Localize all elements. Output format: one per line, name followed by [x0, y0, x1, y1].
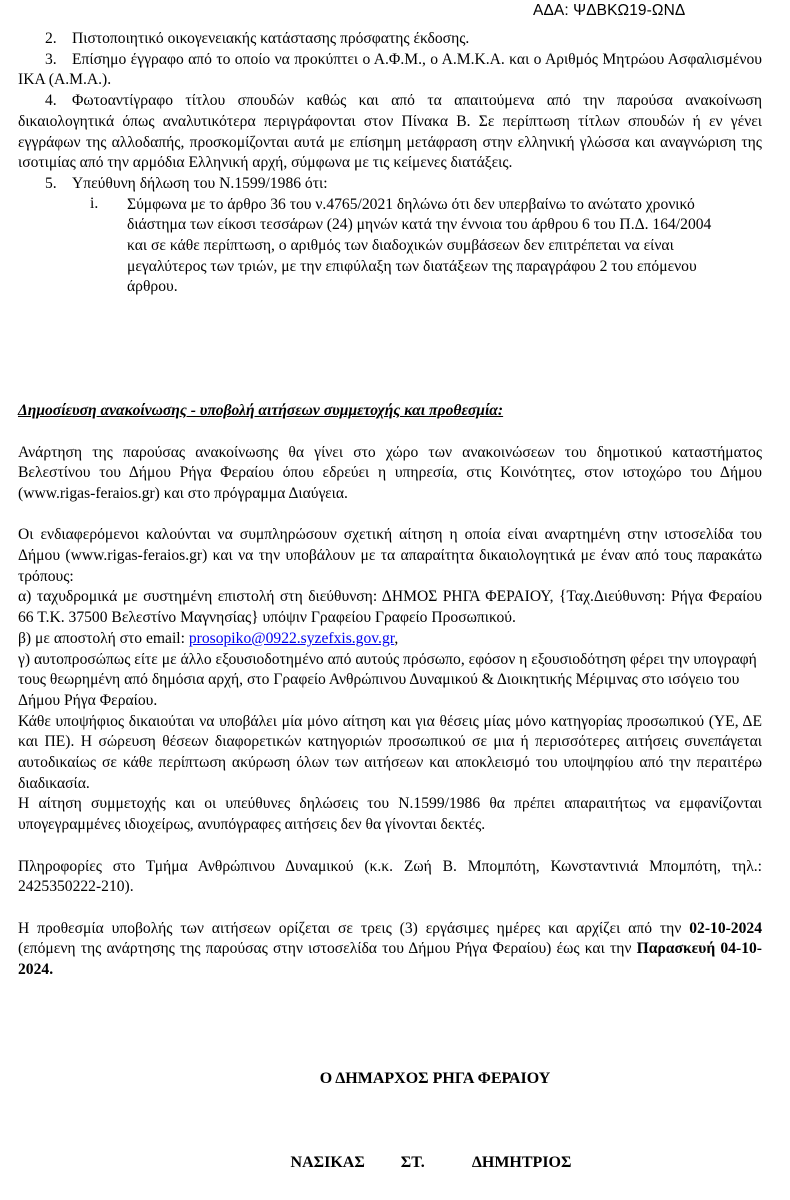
section-heading: Δημοσίευση ανακοίνωσης - υποβολή αιτήσεων συμμετοχής και προθεσμία:: [18, 402, 504, 420]
deadline-text-1: Η προθεσμία υποβολής των αιτήσεων ορίζεται σε τρεις (3) εργάσιμες ημέρες και αρχίζει από την: [18, 919, 690, 937]
method-a-postal: α) ταχυδρομικά με συστημένη επιστολή στη διεύθυνση: ΔΗΜΟΣ ΡΗΓΑ ΦΕΡΑΙΟΥ, {Ταχ.Διεύθυνση: Ρήγα Φεραίου 66 Τ.Κ. 37500 Βελεστίνο Μαγνησίας} υπόψιν Γραφείου Γραφείο Προσωπικού.: [18, 588, 762, 627]
item-text: Υπεύθυνη δήλωση του Ν.1599/1986 ότι:: [72, 174, 328, 192]
mayor-title: Ο ΔΗΜΑΡΧΟΣ ΡΗΓΑ ΦΕΡΑΙΟΥ: [319, 1070, 551, 1087]
signatures-paragraph: Η αίτηση συμμετοχής και οι υπεύθυνες δηλώσεις του Ν.1599/1986 θα πρέπει απαραιτήτως να εμφανίζονται υπογεγραμμένες ιδιοχείρως, ανυπόγραφες αιτήσεις δεν θα γίνονται δεκτές.: [18, 795, 762, 834]
item-text: Επίσημο έγγραφο από το οποίο να προκύπτει ο Α.Φ.Μ., ο Α.Μ.Κ.Α. και ο Αριθμός Μητρώου Ασφαλισμένου ΙΚΑ (Α.Μ.Α.).: [18, 50, 762, 89]
sub-item-text: Σύμφωνα με το άρθρο 36 του ν.4765/2021 δηλώνω ότι δεν υπερβαίνω το ανώτατο χρονικό διάστημα των είκοσι τεσσάρων (24) μηνών κατά την έννοια του άρθρου 6 του Π.Δ. 164/2004 και σε κάθε περίπτωση, ο αριθμός των διαδοχικών συμβάσεων δεν επιτρέπεται να είναι μεγαλύτερος των τριών, με την επιφύλαξη των διατάξεων της παραγράφου 2 του επόμενου άρθρου.: [127, 195, 712, 296]
item-number: 4.: [45, 92, 57, 110]
method-b-suffix: ,: [394, 629, 399, 647]
info-paragraph: Πληροφορίες στο Τμήμα Ανθρώπινου Δυναμικού (κ.κ. Ζωή Β. Μπομπότη, Κωνσταντινιά Μπομπότη, τηλ.: 2425350222-210).: [18, 857, 762, 896]
requirement-item-3: [18, 50, 762, 91]
item-text: Φωτοαντίγραφο τίτλου σπουδών καθώς και από τα απαιτούμενα από την παρούσα ανακοίνωση δικαιολογητικά όπως αναλυτικότερα περιγράφονται στον Πίνακα Β. Σε περίπτωση τίτλων σπουδών ή εν γένει εγγράφων της αλλοδαπής, προσκομίζονται αυτά με επίσημη μετάφραση στην ελληνική γλώσσα και αναγνώριση της ισοτιμίας από την αρμόδια Ελληνική αρχή, σύμφωνα με τις κείμενες διατάξεις.: [18, 92, 762, 172]
ada-code: ΑΔΑ: ΨΔΒΚΩ19-ΩΝΔ: [533, 2, 686, 19]
invite-paragraph: Οι ενδιαφερόμενοι καλούνται να συμπληρώσουν σχετική αίτηση η οποία είναι αναρτημένη στην ιστοσελίδα του Δήμου (www.rigas-feraios.gr) και να την υποβάλουν με τα απαραίτητα δικαιολογητικά με έναν από τους παρακάτω τρόπους:: [18, 526, 762, 585]
spacer: [18, 505, 762, 526]
deadline-text-2: (επόμενη της ανάρτησης της παρούσας στην ιστοσελίδα του Δήμου Ρήγα Φεραίου) έως και την: [18, 940, 637, 958]
method-b-email: [18, 629, 762, 650]
spacer: [18, 298, 762, 401]
one-application-paragraph: Κάθε υποψήφιος δικαιούται να υποβάλει μία μόνο αίτηση και για θέσεις μίας μόνο κατηγορίας προσωπικού (ΥΕ, ΔΕ και ΠΕ). Η σώρευση θέσεων διαφορετικών κατηγοριών προσωπικού σε μια ή περισσότερες αιτήσεις συνεπάγεται αυτοδικαίως σε κάθε περίπτωση ακύρωση όλων των αιτήσεων και αποκλεισμό του υποψηφίου από την περαιτέρω διαδικασία.: [18, 712, 762, 792]
sub-item-number: i.: [90, 194, 99, 212]
email-link[interactable]: prosopiko@0922.syzefxis.gov.gr: [188, 629, 395, 647]
requirement-item-5: [18, 174, 762, 195]
document-body: [18, 29, 762, 981]
mayor-name: ΝΑΣΙΚΑΣ ΣΤ. ΔΗΜΗΤΡΙΟΣ: [290, 1154, 572, 1171]
declaration-sub-list: [18, 195, 727, 299]
method-b-prefix: β) με αποστολή στο email:: [18, 629, 189, 647]
spacer: [18, 836, 762, 857]
deadline-end-date: Παρασκευή 04-10-2024.: [18, 940, 762, 979]
item-text: Πιστοποιητικό οικογενειακής κατάστασης πρόσφατης έκδοσης.: [72, 30, 470, 47]
spacer: [18, 422, 762, 443]
item-number: 3.: [45, 50, 57, 68]
announcement-paragraph: Ανάρτηση της παρούσας ανακοίνωσης θα γίνει στο χώρο των ανακοινώσεων του δημοτικού καταστήματος Βελεστίνου του Δήμου Ρήγα Φεραίου όπου εδρεύει η υπηρεσία, στις Κοινότητες, στον ιστοχώρο του Δήμου (www.rigas-feraios.gr) και στο πρόγραμμα Διαύγεια.: [18, 443, 762, 502]
deadline-paragraph: [18, 919, 762, 981]
spacer: [18, 898, 762, 919]
requirement-item-4: [18, 91, 762, 174]
item-number: 5.: [45, 174, 57, 192]
method-c-in-person: γ) αυτοπροσώπως είτε με άλλο εξουσιοδοτημένο από αυτούς πρόσωπο, εφόσον η εξουσιοδότηση φέρει την υπογραφή τους θεωρημένη από δημόσια αρχή, στο Γραφείο Ανθρώπινου Δυναμικού & Διοικητικής Μέριμνας στο ισόγειο του Δήμου Ρήγα Φεραίου.: [18, 650, 757, 709]
requirement-item-2: [18, 29, 762, 50]
item-number: 2.: [45, 30, 57, 47]
deadline-start-date: 02-10-2024: [689, 919, 762, 937]
